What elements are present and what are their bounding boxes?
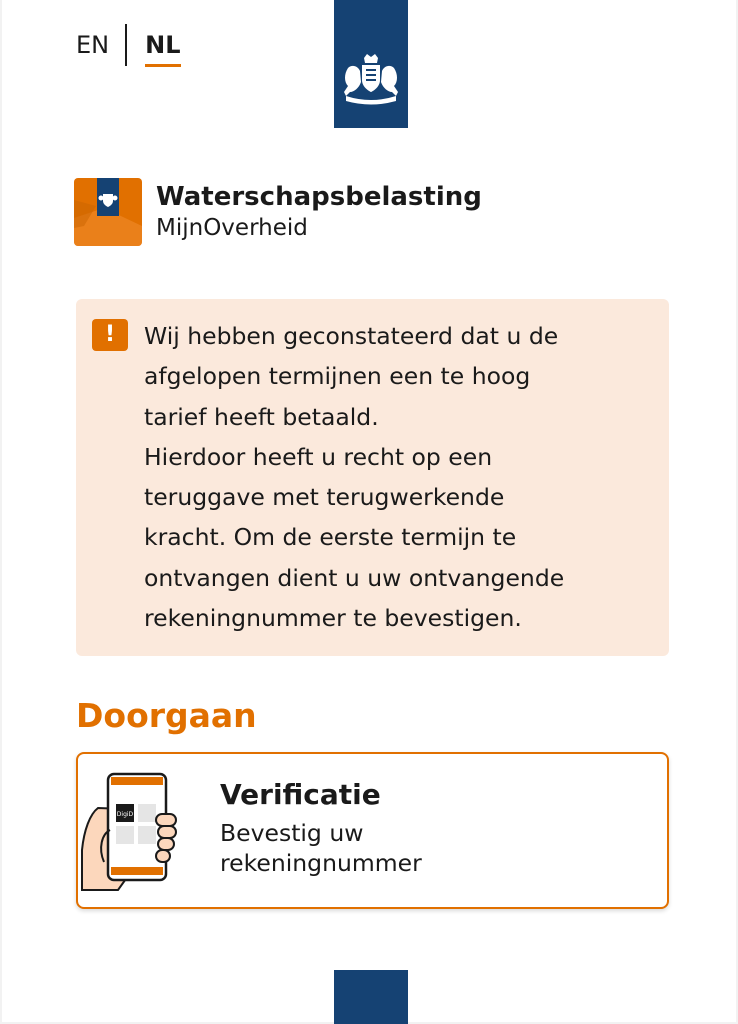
service-header bbox=[74, 178, 482, 246]
phone-app-label: DigiD bbox=[116, 811, 134, 818]
phone-in-hand-icon bbox=[80, 770, 190, 895]
card-title: Verificatie bbox=[220, 778, 381, 811]
verification-card[interactable] bbox=[76, 752, 669, 909]
language-en-link[interactable]: EN bbox=[76, 31, 110, 59]
service-subtitle: MijnOverheid bbox=[156, 215, 308, 241]
exclamation-icon: ! bbox=[92, 319, 128, 351]
rijksoverheid-coat-of-arms-icon bbox=[340, 52, 402, 108]
service-title: Waterschapsbelasting bbox=[156, 182, 482, 212]
card-description: Bevestig uw rekeningnummer bbox=[220, 819, 422, 877]
language-divider bbox=[125, 24, 127, 66]
page bbox=[2, 0, 736, 1022]
rijksoverheid-logo[interactable] bbox=[334, 0, 408, 128]
mijnoverheid-app-icon bbox=[74, 178, 142, 246]
language-switch bbox=[76, 24, 181, 66]
continue-heading: Doorgaan bbox=[76, 696, 257, 735]
language-nl-link[interactable]: NL bbox=[145, 31, 181, 59]
bottom-ribbon bbox=[334, 970, 408, 1024]
warning-alert bbox=[76, 299, 669, 656]
alert-message: Wij hebben geconstateerd dat u de afgelopen termijnen een te hoog tarief heeft betaald. Hierdoor heeft u recht op een teruggave met terugwerkende kracht. Om de eerste termijn te ontvangen dient u uw ontvangende rekeningnummer te bevestigen. bbox=[144, 322, 565, 633]
service-text bbox=[156, 181, 482, 243]
